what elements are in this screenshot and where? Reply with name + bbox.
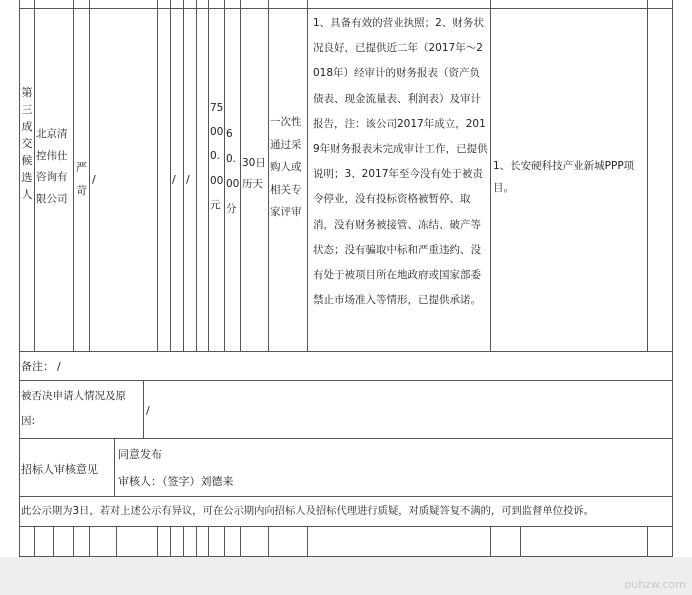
col-divider — [170, 526, 171, 556]
col-divider — [520, 526, 521, 556]
col-divider — [307, 0, 308, 351]
review-label: 招标人审核意见 — [21, 463, 98, 476]
candidate-evaluation-method: 一次性通过采购人或相关专家评审 — [270, 116, 302, 218]
rejected-value: / — [146, 404, 150, 417]
col-divider — [183, 526, 184, 556]
candidate-performance: 1、长安硬科技产业新城PPP项目。 — [493, 160, 635, 194]
row-review-bottom-rule — [19, 496, 672, 497]
col-divider — [196, 526, 197, 556]
watermark: puhzw.com — [624, 578, 686, 591]
col-divider — [183, 0, 184, 351]
col-divider — [34, 0, 35, 351]
review-line-1: 同意发布 — [118, 448, 162, 461]
rejected-label: 被否决申请人情况及原因: — [21, 390, 126, 427]
col-divider — [53, 526, 54, 556]
notice-text: 此公示期为3日，若对上述公示有异议，可在公示期内向招标人及招标代理进行质疑，对质疑答复不满的，可到监督单位投诉。 — [21, 505, 594, 517]
review-line-2: 审核人：（签字）刘德来 — [118, 475, 234, 488]
col-divider — [647, 0, 648, 351]
row-remarks-bottom-rule — [19, 380, 672, 381]
row-candidate-bottom-rule — [19, 351, 672, 352]
col-divider — [114, 438, 115, 496]
col-divider — [208, 0, 209, 351]
col-divider — [240, 0, 241, 351]
candidate-rank-label: 第三成交候选人 — [21, 86, 33, 201]
candidate-price: 75000.00元 — [210, 102, 224, 211]
col-divider — [143, 380, 144, 438]
col-divider — [208, 526, 209, 556]
candidate-score: 60.00分 — [226, 128, 240, 215]
col-divider — [34, 526, 35, 556]
row-rejected-bottom-rule — [19, 438, 672, 439]
candidate-company-name: 北京清控伟仕咨询有限公司 — [36, 128, 68, 205]
col-divider — [224, 526, 225, 556]
candidate-slash-2: / — [172, 173, 176, 186]
col-divider — [490, 526, 491, 556]
col-divider — [170, 0, 171, 351]
candidate-slash-3: / — [186, 173, 190, 186]
col-divider — [268, 0, 269, 351]
col-divider — [647, 526, 648, 556]
col-divider — [73, 0, 74, 351]
table-right-border — [672, 0, 673, 557]
col-divider — [490, 0, 491, 351]
col-divider — [196, 0, 197, 351]
remarks-value: / — [57, 360, 61, 373]
col-divider — [307, 526, 308, 556]
col-divider — [240, 526, 241, 556]
col-divider — [157, 526, 158, 556]
col-divider — [157, 0, 158, 351]
col-divider — [268, 526, 269, 556]
col-divider — [116, 526, 117, 556]
remarks-label: 备注： — [21, 360, 54, 373]
candidate-qualification: 1、具备有效的营业执照；2、财务状况良好，已提供近二年（2017年～2018年）经审计的财务报表（资产负债表、现金流量表、利润表）及审计报告，注：该公司2017年成立，2019年财务报表未完成审计工作，已提供说明；3、2017年至今没有处于被责令停业，没有投标资格被暂停、取消，没有财务被接管、冻结、破产等状态；没有骗取中标和严重违约、没有处于被项目所在地政府或国家部委禁止市场准入等情形，已提供承诺。 — [313, 17, 488, 307]
page-bottom-margin — [0, 557, 692, 595]
candidate-review-result: 严苛 — [76, 161, 87, 197]
col-divider — [89, 526, 90, 556]
col-divider — [89, 0, 90, 351]
candidate-slash-1: / — [92, 173, 96, 186]
candidate-duration: 30日历天 — [242, 157, 266, 190]
col-divider — [224, 0, 225, 351]
row-top-rule — [19, 8, 672, 9]
col-divider — [73, 526, 74, 556]
